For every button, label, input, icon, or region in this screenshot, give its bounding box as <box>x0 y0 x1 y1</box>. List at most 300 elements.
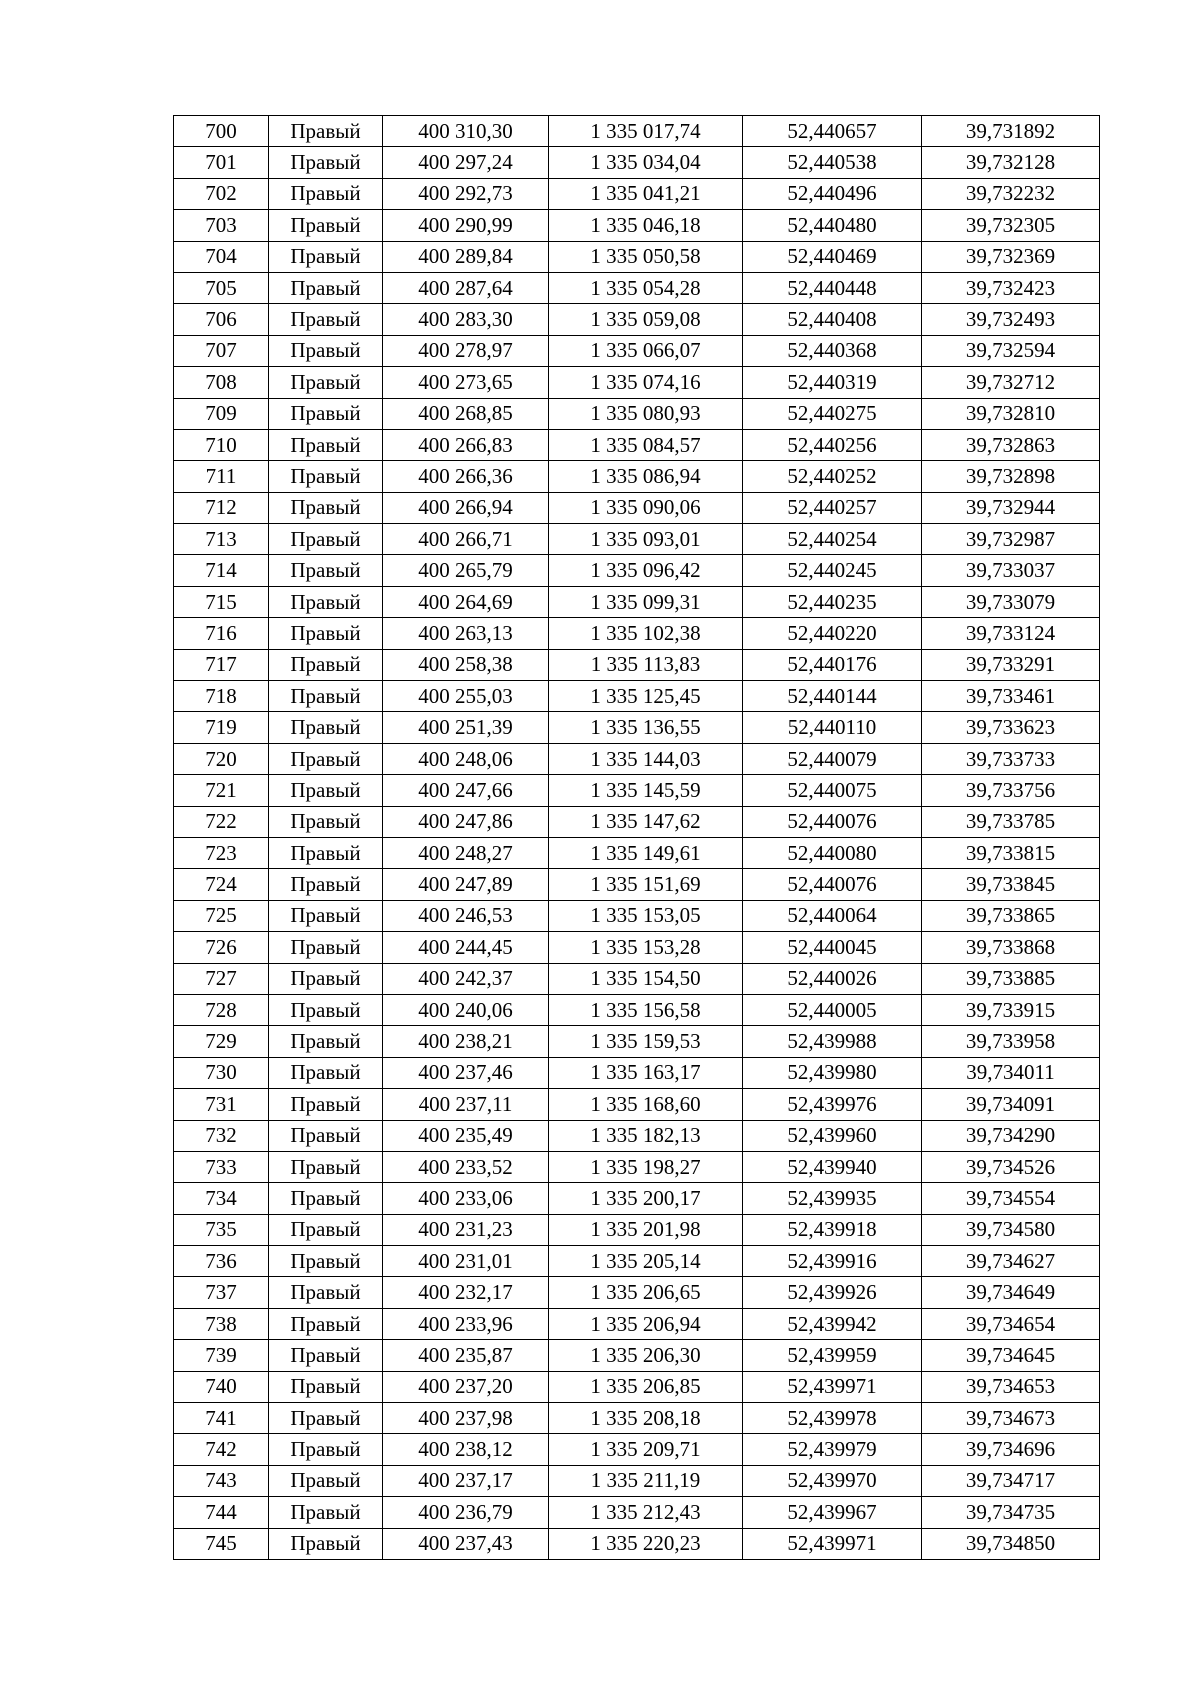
point-number-cell: 735 <box>174 1214 269 1245</box>
x-coordinate-cell: 400 231,01 <box>383 1246 549 1277</box>
table-row <box>174 555 1100 586</box>
side-cell: Правый <box>269 1434 383 1465</box>
x-coordinate-cell: 400 310,30 <box>383 116 549 147</box>
longitude-cell: 39,732944 <box>922 492 1100 523</box>
latitude-cell: 52,439971 <box>743 1528 922 1559</box>
side-cell: Правый <box>269 963 383 994</box>
latitude-cell: 52,440076 <box>743 869 922 900</box>
table-row <box>174 837 1100 868</box>
longitude-cell: 39,734735 <box>922 1497 1100 1528</box>
y-coordinate-cell: 1 335 163,17 <box>549 1057 743 1088</box>
point-number-cell: 745 <box>174 1528 269 1559</box>
point-number-cell: 713 <box>174 524 269 555</box>
side-cell: Правый <box>269 147 383 178</box>
table-row <box>174 1308 1100 1339</box>
longitude-cell: 39,732369 <box>922 241 1100 272</box>
side-cell: Правый <box>269 806 383 837</box>
point-number-cell: 733 <box>174 1151 269 1182</box>
latitude-cell: 52,440110 <box>743 712 922 743</box>
side-cell: Правый <box>269 1403 383 1434</box>
latitude-cell: 52,440408 <box>743 304 922 335</box>
point-number-cell: 732 <box>174 1120 269 1151</box>
point-number-cell: 731 <box>174 1089 269 1120</box>
table-row <box>174 178 1100 209</box>
side-cell: Правый <box>269 461 383 492</box>
table-row <box>174 429 1100 460</box>
table-row <box>174 492 1100 523</box>
longitude-cell: 39,734653 <box>922 1371 1100 1402</box>
x-coordinate-cell: 400 283,30 <box>383 304 549 335</box>
table-row <box>174 1528 1100 1559</box>
x-coordinate-cell: 400 237,11 <box>383 1089 549 1120</box>
table-row <box>174 869 1100 900</box>
latitude-cell: 52,440144 <box>743 681 922 712</box>
y-coordinate-cell: 1 335 099,31 <box>549 586 743 617</box>
longitude-cell: 39,734649 <box>922 1277 1100 1308</box>
latitude-cell: 52,440657 <box>743 116 922 147</box>
longitude-cell: 39,734627 <box>922 1246 1100 1277</box>
y-coordinate-cell: 1 335 220,23 <box>549 1528 743 1559</box>
x-coordinate-cell: 400 233,52 <box>383 1151 549 1182</box>
longitude-cell: 39,734696 <box>922 1434 1100 1465</box>
y-coordinate-cell: 1 335 168,60 <box>549 1089 743 1120</box>
table-row <box>174 1214 1100 1245</box>
longitude-cell: 39,734645 <box>922 1340 1100 1371</box>
y-coordinate-cell: 1 335 084,57 <box>549 429 743 460</box>
point-number-cell: 728 <box>174 994 269 1025</box>
x-coordinate-cell: 400 289,84 <box>383 241 549 272</box>
table-row <box>174 1340 1100 1371</box>
y-coordinate-cell: 1 335 093,01 <box>549 524 743 555</box>
longitude-cell: 39,732712 <box>922 367 1100 398</box>
x-coordinate-cell: 400 231,23 <box>383 1214 549 1245</box>
x-coordinate-cell: 400 255,03 <box>383 681 549 712</box>
side-cell: Правый <box>269 524 383 555</box>
side-cell: Правый <box>269 1308 383 1339</box>
longitude-cell: 39,734654 <box>922 1308 1100 1339</box>
y-coordinate-cell: 1 335 046,18 <box>549 210 743 241</box>
x-coordinate-cell: 400 242,37 <box>383 963 549 994</box>
side-cell: Правый <box>269 241 383 272</box>
y-coordinate-cell: 1 335 206,85 <box>549 1371 743 1402</box>
latitude-cell: 52,440080 <box>743 837 922 868</box>
longitude-cell: 39,734290 <box>922 1120 1100 1151</box>
table-row <box>174 1497 1100 1528</box>
table-row <box>174 1183 1100 1214</box>
coordinates-table-body <box>174 116 1100 1560</box>
point-number-cell: 742 <box>174 1434 269 1465</box>
point-number-cell: 720 <box>174 743 269 774</box>
latitude-cell: 52,439971 <box>743 1371 922 1402</box>
y-coordinate-cell: 1 335 182,13 <box>549 1120 743 1151</box>
y-coordinate-cell: 1 335 090,06 <box>549 492 743 523</box>
point-number-cell: 744 <box>174 1497 269 1528</box>
side-cell: Правый <box>269 304 383 335</box>
side-cell: Правый <box>269 429 383 460</box>
y-coordinate-cell: 1 335 159,53 <box>549 1026 743 1057</box>
longitude-cell: 39,732810 <box>922 398 1100 429</box>
x-coordinate-cell: 400 266,83 <box>383 429 549 460</box>
x-coordinate-cell: 400 244,45 <box>383 932 549 963</box>
latitude-cell: 52,439988 <box>743 1026 922 1057</box>
point-number-cell: 740 <box>174 1371 269 1402</box>
table-row <box>174 335 1100 366</box>
point-number-cell: 708 <box>174 367 269 398</box>
x-coordinate-cell: 400 233,06 <box>383 1183 549 1214</box>
latitude-cell: 52,440235 <box>743 586 922 617</box>
side-cell: Правый <box>269 994 383 1025</box>
longitude-cell: 39,733915 <box>922 994 1100 1025</box>
x-coordinate-cell: 400 290,99 <box>383 210 549 241</box>
y-coordinate-cell: 1 335 144,03 <box>549 743 743 774</box>
point-number-cell: 741 <box>174 1403 269 1434</box>
point-number-cell: 700 <box>174 116 269 147</box>
side-cell: Правый <box>269 335 383 366</box>
longitude-cell: 39,734011 <box>922 1057 1100 1088</box>
table-row <box>174 1026 1100 1057</box>
longitude-cell: 39,734580 <box>922 1214 1100 1245</box>
x-coordinate-cell: 400 235,49 <box>383 1120 549 1151</box>
table-row <box>174 586 1100 617</box>
side-cell: Правый <box>269 398 383 429</box>
point-number-cell: 715 <box>174 586 269 617</box>
latitude-cell: 52,440448 <box>743 272 922 303</box>
y-coordinate-cell: 1 335 136,55 <box>549 712 743 743</box>
longitude-cell: 39,734554 <box>922 1183 1100 1214</box>
side-cell: Правый <box>269 681 383 712</box>
x-coordinate-cell: 400 240,06 <box>383 994 549 1025</box>
latitude-cell: 52,440254 <box>743 524 922 555</box>
side-cell: Правый <box>269 1371 383 1402</box>
x-coordinate-cell: 400 246,53 <box>383 900 549 931</box>
y-coordinate-cell: 1 335 206,65 <box>549 1277 743 1308</box>
x-coordinate-cell: 400 258,38 <box>383 649 549 680</box>
side-cell: Правый <box>269 649 383 680</box>
table-row <box>174 398 1100 429</box>
side-cell: Правый <box>269 743 383 774</box>
side-cell: Правый <box>269 1528 383 1559</box>
table-row <box>174 461 1100 492</box>
table-row <box>174 1151 1100 1182</box>
y-coordinate-cell: 1 335 149,61 <box>549 837 743 868</box>
side-cell: Правый <box>269 775 383 806</box>
y-coordinate-cell: 1 335 034,04 <box>549 147 743 178</box>
y-coordinate-cell: 1 335 209,71 <box>549 1434 743 1465</box>
x-coordinate-cell: 400 287,64 <box>383 272 549 303</box>
latitude-cell: 52,440319 <box>743 367 922 398</box>
point-number-cell: 730 <box>174 1057 269 1088</box>
longitude-cell: 39,732594 <box>922 335 1100 366</box>
x-coordinate-cell: 400 297,24 <box>383 147 549 178</box>
y-coordinate-cell: 1 335 208,18 <box>549 1403 743 1434</box>
side-cell: Правый <box>269 1277 383 1308</box>
latitude-cell: 52,439980 <box>743 1057 922 1088</box>
table-row <box>174 524 1100 555</box>
x-coordinate-cell: 400 248,27 <box>383 837 549 868</box>
y-coordinate-cell: 1 335 154,50 <box>549 963 743 994</box>
x-coordinate-cell: 400 268,85 <box>383 398 549 429</box>
table-row <box>174 147 1100 178</box>
longitude-cell: 39,733885 <box>922 963 1100 994</box>
x-coordinate-cell: 400 232,17 <box>383 1277 549 1308</box>
table-row <box>174 304 1100 335</box>
latitude-cell: 52,440368 <box>743 335 922 366</box>
y-coordinate-cell: 1 335 113,83 <box>549 649 743 680</box>
latitude-cell: 52,440496 <box>743 178 922 209</box>
y-coordinate-cell: 1 335 125,45 <box>549 681 743 712</box>
table-row <box>174 1371 1100 1402</box>
side-cell: Правый <box>269 1183 383 1214</box>
side-cell: Правый <box>269 1497 383 1528</box>
latitude-cell: 52,439942 <box>743 1308 922 1339</box>
side-cell: Правый <box>269 1246 383 1277</box>
longitude-cell: 39,732423 <box>922 272 1100 303</box>
point-number-cell: 702 <box>174 178 269 209</box>
table-row <box>174 1246 1100 1277</box>
table-row <box>174 210 1100 241</box>
table-row <box>174 367 1100 398</box>
point-number-cell: 727 <box>174 963 269 994</box>
table-row <box>174 1057 1100 1088</box>
latitude-cell: 52,440026 <box>743 963 922 994</box>
y-coordinate-cell: 1 335 151,69 <box>549 869 743 900</box>
longitude-cell: 39,733733 <box>922 743 1100 774</box>
latitude-cell: 52,440257 <box>743 492 922 523</box>
side-cell: Правый <box>269 932 383 963</box>
latitude-cell: 52,439940 <box>743 1151 922 1182</box>
point-number-cell: 712 <box>174 492 269 523</box>
x-coordinate-cell: 400 266,94 <box>383 492 549 523</box>
y-coordinate-cell: 1 335 145,59 <box>549 775 743 806</box>
x-coordinate-cell: 400 233,96 <box>383 1308 549 1339</box>
longitude-cell: 39,732493 <box>922 304 1100 335</box>
point-number-cell: 711 <box>174 461 269 492</box>
longitude-cell: 39,734091 <box>922 1089 1100 1120</box>
x-coordinate-cell: 400 248,06 <box>383 743 549 774</box>
x-coordinate-cell: 400 247,86 <box>383 806 549 837</box>
side-cell: Правый <box>269 178 383 209</box>
table-row <box>174 1120 1100 1151</box>
side-cell: Правый <box>269 1214 383 1245</box>
point-number-cell: 709 <box>174 398 269 429</box>
longitude-cell: 39,732898 <box>922 461 1100 492</box>
x-coordinate-cell: 400 265,79 <box>383 555 549 586</box>
longitude-cell: 39,733865 <box>922 900 1100 931</box>
y-coordinate-cell: 1 335 156,58 <box>549 994 743 1025</box>
longitude-cell: 39,733756 <box>922 775 1100 806</box>
x-coordinate-cell: 400 237,43 <box>383 1528 549 1559</box>
point-number-cell: 719 <box>174 712 269 743</box>
point-number-cell: 726 <box>174 932 269 963</box>
point-number-cell: 716 <box>174 618 269 649</box>
x-coordinate-cell: 400 251,39 <box>383 712 549 743</box>
latitude-cell: 52,440076 <box>743 806 922 837</box>
point-number-cell: 737 <box>174 1277 269 1308</box>
y-coordinate-cell: 1 335 200,17 <box>549 1183 743 1214</box>
latitude-cell: 52,439970 <box>743 1465 922 1496</box>
point-number-cell: 705 <box>174 272 269 303</box>
table-row <box>174 775 1100 806</box>
y-coordinate-cell: 1 335 212,43 <box>549 1497 743 1528</box>
latitude-cell: 52,440176 <box>743 649 922 680</box>
table-row <box>174 712 1100 743</box>
point-number-cell: 706 <box>174 304 269 335</box>
side-cell: Правый <box>269 837 383 868</box>
longitude-cell: 39,734850 <box>922 1528 1100 1559</box>
y-coordinate-cell: 1 335 206,94 <box>549 1308 743 1339</box>
table-row <box>174 1403 1100 1434</box>
point-number-cell: 710 <box>174 429 269 460</box>
y-coordinate-cell: 1 335 102,38 <box>549 618 743 649</box>
y-coordinate-cell: 1 335 198,27 <box>549 1151 743 1182</box>
longitude-cell: 39,734673 <box>922 1403 1100 1434</box>
x-coordinate-cell: 400 263,13 <box>383 618 549 649</box>
side-cell: Правый <box>269 1120 383 1151</box>
longitude-cell: 39,733461 <box>922 681 1100 712</box>
latitude-cell: 52,440005 <box>743 994 922 1025</box>
coordinates-table <box>173 115 1100 1560</box>
side-cell: Правый <box>269 210 383 241</box>
side-cell: Правый <box>269 1089 383 1120</box>
latitude-cell: 52,439935 <box>743 1183 922 1214</box>
side-cell: Правый <box>269 900 383 931</box>
side-cell: Правый <box>269 712 383 743</box>
table-row <box>174 681 1100 712</box>
latitude-cell: 52,439960 <box>743 1120 922 1151</box>
latitude-cell: 52,439976 <box>743 1089 922 1120</box>
x-coordinate-cell: 400 236,79 <box>383 1497 549 1528</box>
point-number-cell: 703 <box>174 210 269 241</box>
x-coordinate-cell: 400 237,46 <box>383 1057 549 1088</box>
point-number-cell: 717 <box>174 649 269 680</box>
point-number-cell: 722 <box>174 806 269 837</box>
side-cell: Правый <box>269 492 383 523</box>
latitude-cell: 52,440538 <box>743 147 922 178</box>
table-row <box>174 618 1100 649</box>
longitude-cell: 39,733291 <box>922 649 1100 680</box>
table-row <box>174 649 1100 680</box>
point-number-cell: 701 <box>174 147 269 178</box>
y-coordinate-cell: 1 335 054,28 <box>549 272 743 303</box>
latitude-cell: 52,439926 <box>743 1277 922 1308</box>
table-row <box>174 1277 1100 1308</box>
x-coordinate-cell: 400 264,69 <box>383 586 549 617</box>
table-row <box>174 241 1100 272</box>
y-coordinate-cell: 1 335 074,16 <box>549 367 743 398</box>
x-coordinate-cell: 400 237,20 <box>383 1371 549 1402</box>
point-number-cell: 729 <box>174 1026 269 1057</box>
longitude-cell: 39,732863 <box>922 429 1100 460</box>
latitude-cell: 52,440480 <box>743 210 922 241</box>
x-coordinate-cell: 400 247,89 <box>383 869 549 900</box>
latitude-cell: 52,440245 <box>743 555 922 586</box>
y-coordinate-cell: 1 335 050,58 <box>549 241 743 272</box>
y-coordinate-cell: 1 335 017,74 <box>549 116 743 147</box>
longitude-cell: 39,733124 <box>922 618 1100 649</box>
table-row <box>174 743 1100 774</box>
point-number-cell: 725 <box>174 900 269 931</box>
table-row <box>174 116 1100 147</box>
point-number-cell: 721 <box>174 775 269 806</box>
side-cell: Правый <box>269 116 383 147</box>
longitude-cell: 39,733079 <box>922 586 1100 617</box>
longitude-cell: 39,732232 <box>922 178 1100 209</box>
x-coordinate-cell: 400 237,98 <box>383 1403 549 1434</box>
latitude-cell: 52,440469 <box>743 241 922 272</box>
longitude-cell: 39,733845 <box>922 869 1100 900</box>
longitude-cell: 39,733037 <box>922 555 1100 586</box>
point-number-cell: 739 <box>174 1340 269 1371</box>
y-coordinate-cell: 1 335 206,30 <box>549 1340 743 1371</box>
longitude-cell: 39,733623 <box>922 712 1100 743</box>
longitude-cell: 39,733785 <box>922 806 1100 837</box>
y-coordinate-cell: 1 335 205,14 <box>549 1246 743 1277</box>
side-cell: Правый <box>269 586 383 617</box>
side-cell: Правый <box>269 1026 383 1057</box>
latitude-cell: 52,440045 <box>743 932 922 963</box>
table-row <box>174 1465 1100 1496</box>
point-number-cell: 723 <box>174 837 269 868</box>
latitude-cell: 52,439916 <box>743 1246 922 1277</box>
x-coordinate-cell: 400 247,66 <box>383 775 549 806</box>
longitude-cell: 39,732128 <box>922 147 1100 178</box>
longitude-cell: 39,732987 <box>922 524 1100 555</box>
table-row <box>174 963 1100 994</box>
y-coordinate-cell: 1 335 211,19 <box>549 1465 743 1496</box>
point-number-cell: 738 <box>174 1308 269 1339</box>
point-number-cell: 707 <box>174 335 269 366</box>
longitude-cell: 39,733815 <box>922 837 1100 868</box>
longitude-cell: 39,734526 <box>922 1151 1100 1182</box>
point-number-cell: 714 <box>174 555 269 586</box>
latitude-cell: 52,439918 <box>743 1214 922 1245</box>
y-coordinate-cell: 1 335 096,42 <box>549 555 743 586</box>
y-coordinate-cell: 1 335 153,28 <box>549 932 743 963</box>
longitude-cell: 39,732305 <box>922 210 1100 241</box>
latitude-cell: 52,440220 <box>743 618 922 649</box>
point-number-cell: 743 <box>174 1465 269 1496</box>
y-coordinate-cell: 1 335 041,21 <box>549 178 743 209</box>
longitude-cell: 39,733958 <box>922 1026 1100 1057</box>
point-number-cell: 704 <box>174 241 269 272</box>
x-coordinate-cell: 400 266,36 <box>383 461 549 492</box>
longitude-cell: 39,734717 <box>922 1465 1100 1496</box>
side-cell: Правый <box>269 1151 383 1182</box>
y-coordinate-cell: 1 335 201,98 <box>549 1214 743 1245</box>
point-number-cell: 718 <box>174 681 269 712</box>
side-cell: Правый <box>269 1465 383 1496</box>
point-number-cell: 736 <box>174 1246 269 1277</box>
table-row <box>174 932 1100 963</box>
longitude-cell: 39,733868 <box>922 932 1100 963</box>
latitude-cell: 52,439978 <box>743 1403 922 1434</box>
side-cell: Правый <box>269 272 383 303</box>
latitude-cell: 52,440252 <box>743 461 922 492</box>
y-coordinate-cell: 1 335 086,94 <box>549 461 743 492</box>
latitude-cell: 52,439979 <box>743 1434 922 1465</box>
table-row <box>174 900 1100 931</box>
latitude-cell: 52,439959 <box>743 1340 922 1371</box>
y-coordinate-cell: 1 335 147,62 <box>549 806 743 837</box>
longitude-cell: 39,731892 <box>922 116 1100 147</box>
latitude-cell: 52,440075 <box>743 775 922 806</box>
x-coordinate-cell: 400 266,71 <box>383 524 549 555</box>
x-coordinate-cell: 400 238,12 <box>383 1434 549 1465</box>
x-coordinate-cell: 400 237,17 <box>383 1465 549 1496</box>
y-coordinate-cell: 1 335 066,07 <box>549 335 743 366</box>
side-cell: Правый <box>269 1057 383 1088</box>
point-number-cell: 734 <box>174 1183 269 1214</box>
